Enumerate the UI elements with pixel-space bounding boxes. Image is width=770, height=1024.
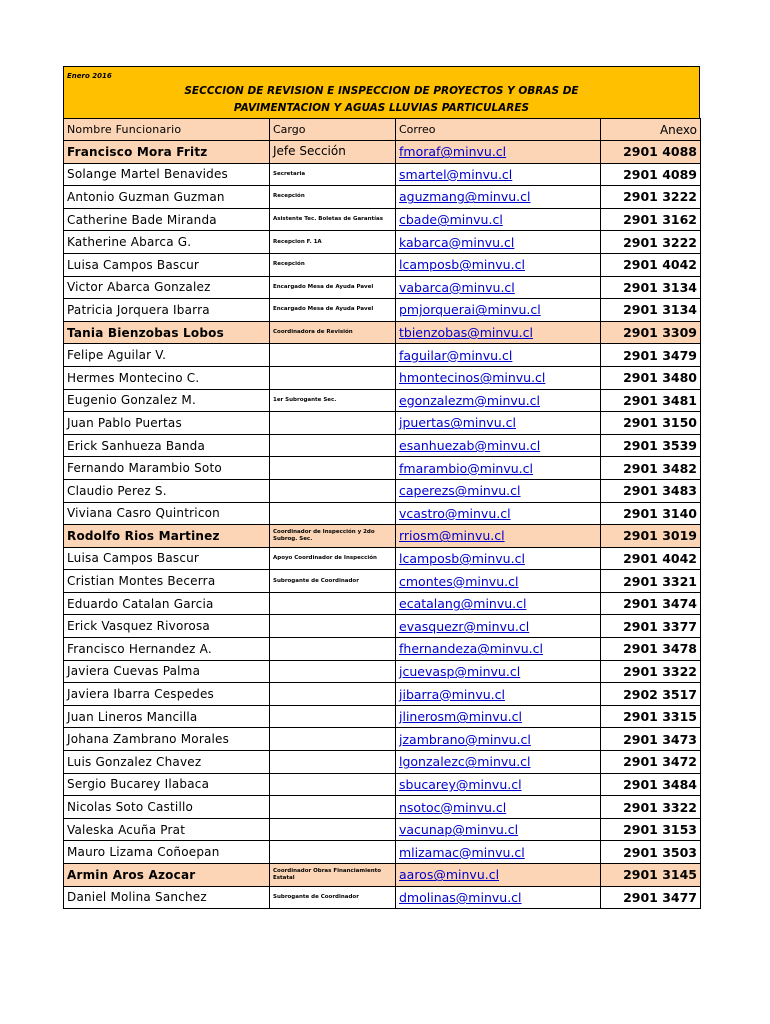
staff-email-cell xyxy=(396,208,601,231)
table-row xyxy=(64,615,701,638)
staff-ext-cell: 2901 3019 xyxy=(601,525,701,548)
staff-email-cell xyxy=(396,434,601,457)
email-link[interactable]: tbienzobas@minvu.cl xyxy=(399,325,533,341)
staff-email-cell xyxy=(396,163,601,186)
table-row xyxy=(64,186,701,209)
staff-role-cell: Encargado Mesa de Ayuda Pavel xyxy=(270,299,396,322)
table-row xyxy=(64,818,701,841)
staff-email-cell xyxy=(396,864,601,887)
staff-ext-cell: 2901 3162 xyxy=(601,208,701,231)
table-row xyxy=(64,457,701,480)
table-row xyxy=(64,547,701,570)
email-link[interactable]: mlizamac@minvu.cl xyxy=(399,844,525,860)
staff-name-cell: Katherine Abarca G. xyxy=(64,231,270,254)
staff-name-cell: Rodolfo Rios Martinez xyxy=(64,525,270,548)
email-link[interactable]: cmontes@minvu.cl xyxy=(399,573,519,589)
email-link[interactable]: ecatalang@minvu.cl xyxy=(399,596,527,612)
staff-name-cell: Claudio Perez S. xyxy=(64,479,270,502)
email-link[interactable]: lcamposb@minvu.cl xyxy=(399,550,525,566)
staff-role-cell xyxy=(270,841,396,864)
table-row xyxy=(64,773,701,796)
staff-ext-cell: 2901 3222 xyxy=(601,231,701,254)
table-row xyxy=(64,163,701,186)
email-link[interactable]: jcuevasp@minvu.cl xyxy=(399,663,521,679)
staff-role-cell: Recepcion F. 1A xyxy=(270,231,396,254)
table-row xyxy=(64,299,701,322)
staff-email-cell xyxy=(396,570,601,593)
staff-name-cell: Luis Gonzalez Chavez xyxy=(64,751,270,774)
staff-role-cell: Recepción xyxy=(270,186,396,209)
staff-role-cell xyxy=(270,502,396,525)
staff-email-cell xyxy=(396,773,601,796)
staff-ext-cell: 2901 3539 xyxy=(601,434,701,457)
title-line-2: PAVIMENTACION Y AGUAS LLUVIAS PARTICULARES xyxy=(233,102,530,114)
staff-ext-cell: 2901 3480 xyxy=(601,366,701,389)
email-link[interactable]: vacunap@minvu.cl xyxy=(399,822,519,838)
email-link[interactable]: nsotoc@minvu.cl xyxy=(399,799,507,815)
staff-name-cell: Juan Pablo Puertas xyxy=(64,412,270,435)
staff-role-cell: Subrogante de Coordinador xyxy=(270,570,396,593)
staff-role-cell: Subrogante de Coordinador xyxy=(270,886,396,909)
staff-role-cell xyxy=(270,751,396,774)
staff-name-cell: Juan Lineros Mancilla xyxy=(64,705,270,728)
table-row xyxy=(64,208,701,231)
staff-email-cell xyxy=(396,705,601,728)
staff-name-cell: Cristian Montes Becerra xyxy=(64,570,270,593)
staff-name-cell: Tania Bienzobas Lobos xyxy=(64,321,270,344)
staff-role-cell xyxy=(270,660,396,683)
staff-role-cell xyxy=(270,728,396,751)
staff-email-cell xyxy=(396,592,601,615)
staff-email-cell xyxy=(396,366,601,389)
staff-email-cell xyxy=(396,186,601,209)
date-label: Enero 2016 xyxy=(67,72,112,80)
staff-name-cell: Eugenio Gonzalez M. xyxy=(64,389,270,412)
email-link[interactable]: egonzalezm@minvu.cl xyxy=(399,392,541,408)
staff-name-cell: Erick Sanhueza Banda xyxy=(64,434,270,457)
staff-role-cell: Recepción xyxy=(270,253,396,276)
table-row xyxy=(64,502,701,525)
email-link[interactable]: fhernandeza@minvu.cl xyxy=(399,641,543,657)
staff-role-cell: Jefe Sección xyxy=(270,141,396,164)
staff-role-cell xyxy=(270,615,396,638)
staff-email-cell xyxy=(396,276,601,299)
email-link[interactable]: jlinerosm@minvu.cl xyxy=(399,709,522,725)
table-row xyxy=(64,592,701,615)
table-row xyxy=(64,434,701,457)
email-link[interactable]: lgonzalezc@minvu.cl xyxy=(399,754,531,770)
email-link[interactable]: sbucarey@minvu.cl xyxy=(399,776,522,792)
email-link[interactable]: cbade@minvu.cl xyxy=(399,212,503,228)
staff-ext-cell: 2901 3153 xyxy=(601,818,701,841)
staff-role-cell xyxy=(270,638,396,661)
table-row xyxy=(64,276,701,299)
email-link[interactable]: smartel@minvu.cl xyxy=(399,166,513,182)
staff-email-cell xyxy=(396,344,601,367)
staff-email-cell xyxy=(396,841,601,864)
staff-name-cell: Catherine Bade Miranda xyxy=(64,208,270,231)
staff-role-cell: 1er Subrogante Sec. xyxy=(270,389,396,412)
table-row xyxy=(64,886,701,909)
email-link[interactable]: fmoraf@minvu.cl xyxy=(399,144,507,160)
staff-role-cell xyxy=(270,683,396,706)
staff-role-cell xyxy=(270,818,396,841)
staff-name-cell: Valeska Acuña Prat xyxy=(64,818,270,841)
staff-role-cell xyxy=(270,705,396,728)
table-row xyxy=(64,389,701,412)
staff-email-cell xyxy=(396,321,601,344)
email-link[interactable]: aguzmang@minvu.cl xyxy=(399,189,531,205)
column-header-email: Correo xyxy=(396,119,601,141)
staff-email-cell xyxy=(396,547,601,570)
staff-email-cell xyxy=(396,728,601,751)
staff-role-cell: Coordinador Obras Financiamiento Estatal xyxy=(270,864,396,887)
table-row xyxy=(64,728,701,751)
staff-table xyxy=(63,118,701,909)
staff-email-cell xyxy=(396,231,601,254)
staff-ext-cell: 2901 3503 xyxy=(601,841,701,864)
staff-role-cell: Asistente Tec. Boletas de Garantías xyxy=(270,208,396,231)
staff-ext-cell: 2901 3140 xyxy=(601,502,701,525)
staff-email-cell xyxy=(396,253,601,276)
table-row xyxy=(64,638,701,661)
staff-email-cell xyxy=(396,299,601,322)
staff-name-cell: Viviana Casro Quintricon xyxy=(64,502,270,525)
staff-ext-cell: 2901 3145 xyxy=(601,864,701,887)
staff-role-cell xyxy=(270,479,396,502)
staff-name-cell: Eduardo Catalan Garcia xyxy=(64,592,270,615)
staff-role-cell: Encargado Mesa de Ayuda Pavel xyxy=(270,276,396,299)
staff-email-cell xyxy=(396,525,601,548)
staff-email-cell xyxy=(396,615,601,638)
staff-email-cell xyxy=(396,796,601,819)
staff-name-cell: Victor Abarca Gonzalez xyxy=(64,276,270,299)
staff-role-cell: Coordinadora de Revisión xyxy=(270,321,396,344)
staff-role-cell xyxy=(270,434,396,457)
staff-name-cell: Francisco Mora Fritz xyxy=(64,141,270,164)
email-link[interactable]: hmontecinos@minvu.cl xyxy=(399,370,546,386)
column-header-ext: Anexo xyxy=(601,119,701,141)
table-row xyxy=(64,412,701,435)
staff-name-cell: Antonio Guzman Guzman xyxy=(64,186,270,209)
column-header-name: Nombre Funcionario xyxy=(64,119,270,141)
column-header-row xyxy=(64,119,701,141)
staff-ext-cell: 2901 3484 xyxy=(601,773,701,796)
table-row xyxy=(64,660,701,683)
email-link[interactable]: caperezs@minvu.cl xyxy=(399,483,521,499)
table-row xyxy=(64,751,701,774)
staff-email-cell xyxy=(396,660,601,683)
sheet-title xyxy=(64,81,699,118)
email-link[interactable]: faguilar@minvu.cl xyxy=(399,347,513,363)
email-link[interactable]: fmarambio@minvu.cl xyxy=(399,460,533,476)
staff-email-cell xyxy=(396,818,601,841)
staff-ext-cell: 2901 4042 xyxy=(601,253,701,276)
staff-ext-cell: 2901 3150 xyxy=(601,412,701,435)
email-link[interactable]: aaros@minvu.cl xyxy=(399,867,500,883)
staff-email-cell xyxy=(396,751,601,774)
table-row xyxy=(64,479,701,502)
staff-ext-cell: 2902 3517 xyxy=(601,683,701,706)
table-row xyxy=(64,231,701,254)
staff-ext-cell: 2901 3322 xyxy=(601,660,701,683)
staff-name-cell: Solange Martel Benavides xyxy=(64,163,270,186)
staff-email-cell xyxy=(396,412,601,435)
directory-sheet xyxy=(63,66,700,909)
email-link[interactable]: jzambrano@minvu.cl xyxy=(399,731,531,747)
table-row xyxy=(64,841,701,864)
staff-email-cell xyxy=(396,457,601,480)
staff-ext-cell: 2901 3309 xyxy=(601,321,701,344)
email-link[interactable]: lcamposb@minvu.cl xyxy=(399,257,525,273)
staff-name-cell: Mauro Lizama Coñoepan xyxy=(64,841,270,864)
staff-ext-cell: 2901 3134 xyxy=(601,299,701,322)
table-row xyxy=(64,366,701,389)
staff-role-cell: Coordinador de Inspección y 2do Subrog. Sec. xyxy=(270,525,396,548)
email-link[interactable]: dmolinas@minvu.cl xyxy=(399,889,522,905)
staff-ext-cell: 2901 3321 xyxy=(601,570,701,593)
email-link[interactable]: jpuertas@minvu.cl xyxy=(399,415,516,431)
staff-ext-cell: 2901 3222 xyxy=(601,186,701,209)
staff-role-cell xyxy=(270,457,396,480)
table-row xyxy=(64,253,701,276)
staff-ext-cell: 2901 3134 xyxy=(601,276,701,299)
email-link[interactable]: kabarca@minvu.cl xyxy=(399,234,515,250)
staff-ext-cell: 2901 3483 xyxy=(601,479,701,502)
staff-ext-cell: 2901 3377 xyxy=(601,615,701,638)
staff-role-cell xyxy=(270,366,396,389)
staff-name-cell: Daniel Molina Sanchez xyxy=(64,886,270,909)
staff-ext-cell: 2901 4088 xyxy=(601,141,701,164)
staff-role-cell: Apoyo Coordinador de Inspección xyxy=(270,547,396,570)
table-row xyxy=(64,864,701,887)
staff-email-cell xyxy=(396,683,601,706)
staff-role-cell xyxy=(270,773,396,796)
staff-name-cell: Sergio Bucarey Ilabaca xyxy=(64,773,270,796)
staff-role-cell xyxy=(270,592,396,615)
email-link[interactable]: jibarra@minvu.cl xyxy=(399,686,505,702)
staff-ext-cell: 2901 3481 xyxy=(601,389,701,412)
staff-ext-cell: 2901 3474 xyxy=(601,592,701,615)
staff-role-cell xyxy=(270,412,396,435)
column-header-role: Cargo xyxy=(270,119,396,141)
staff-email-cell xyxy=(396,141,601,164)
table-row xyxy=(64,796,701,819)
table-row xyxy=(64,141,701,164)
table-row xyxy=(64,525,701,548)
staff-name-cell: Patricia Jorquera Ibarra xyxy=(64,299,270,322)
staff-ext-cell: 2901 3482 xyxy=(601,457,701,480)
staff-email-cell xyxy=(396,886,601,909)
staff-ext-cell: 2901 4089 xyxy=(601,163,701,186)
staff-name-cell: Francisco Hernandez A. xyxy=(64,638,270,661)
email-link[interactable]: evasquezr@minvu.cl xyxy=(399,618,530,634)
staff-ext-cell: 2901 3322 xyxy=(601,796,701,819)
email-link[interactable]: rriosm@minvu.cl xyxy=(399,528,505,544)
table-row xyxy=(64,321,701,344)
staff-name-cell: Johana Zambrano Morales xyxy=(64,728,270,751)
table-row xyxy=(64,705,701,728)
sheet-header xyxy=(63,66,700,118)
table-row xyxy=(64,344,701,367)
staff-email-cell xyxy=(396,502,601,525)
staff-role-cell: Secretaria xyxy=(270,163,396,186)
staff-name-cell: Hermes Montecino C. xyxy=(64,366,270,389)
table-row xyxy=(64,570,701,593)
staff-name-cell: Javiera Cuevas Palma xyxy=(64,660,270,683)
staff-ext-cell: 2901 4042 xyxy=(601,547,701,570)
table-row xyxy=(64,683,701,706)
staff-name-cell: Nicolas Soto Castillo xyxy=(64,796,270,819)
staff-name-cell: Fernando Marambio Soto xyxy=(64,457,270,480)
staff-name-cell: Luisa Campos Bascur xyxy=(64,547,270,570)
staff-name-cell: Luisa Campos Bascur xyxy=(64,253,270,276)
staff-ext-cell: 2901 3473 xyxy=(601,728,701,751)
staff-ext-cell: 2901 3472 xyxy=(601,751,701,774)
email-link[interactable]: pmjorquerai@minvu.cl xyxy=(399,302,541,318)
staff-name-cell: Erick Vasquez Rivorosa xyxy=(64,615,270,638)
staff-email-cell xyxy=(396,479,601,502)
staff-ext-cell: 2901 3479 xyxy=(601,344,701,367)
staff-ext-cell: 2901 3315 xyxy=(601,705,701,728)
email-link[interactable]: vcastro@minvu.cl xyxy=(399,505,511,521)
staff-email-cell xyxy=(396,389,601,412)
staff-ext-cell: 2901 3477 xyxy=(601,886,701,909)
email-link[interactable]: esanhuezab@minvu.cl xyxy=(399,438,541,454)
title-line-1: SECCCION DE REVISION E INSPECCION DE PROYECTOS Y OBRAS DE xyxy=(184,85,579,97)
staff-name-cell: Felipe Aguilar V. xyxy=(64,344,270,367)
staff-name-cell: Armin Aros Azocar xyxy=(64,864,270,887)
staff-role-cell xyxy=(270,796,396,819)
staff-email-cell xyxy=(396,638,601,661)
email-link[interactable]: vabarca@minvu.cl xyxy=(399,279,515,295)
staff-ext-cell: 2901 3478 xyxy=(601,638,701,661)
staff-role-cell xyxy=(270,344,396,367)
staff-name-cell: Javiera Ibarra Cespedes xyxy=(64,683,270,706)
